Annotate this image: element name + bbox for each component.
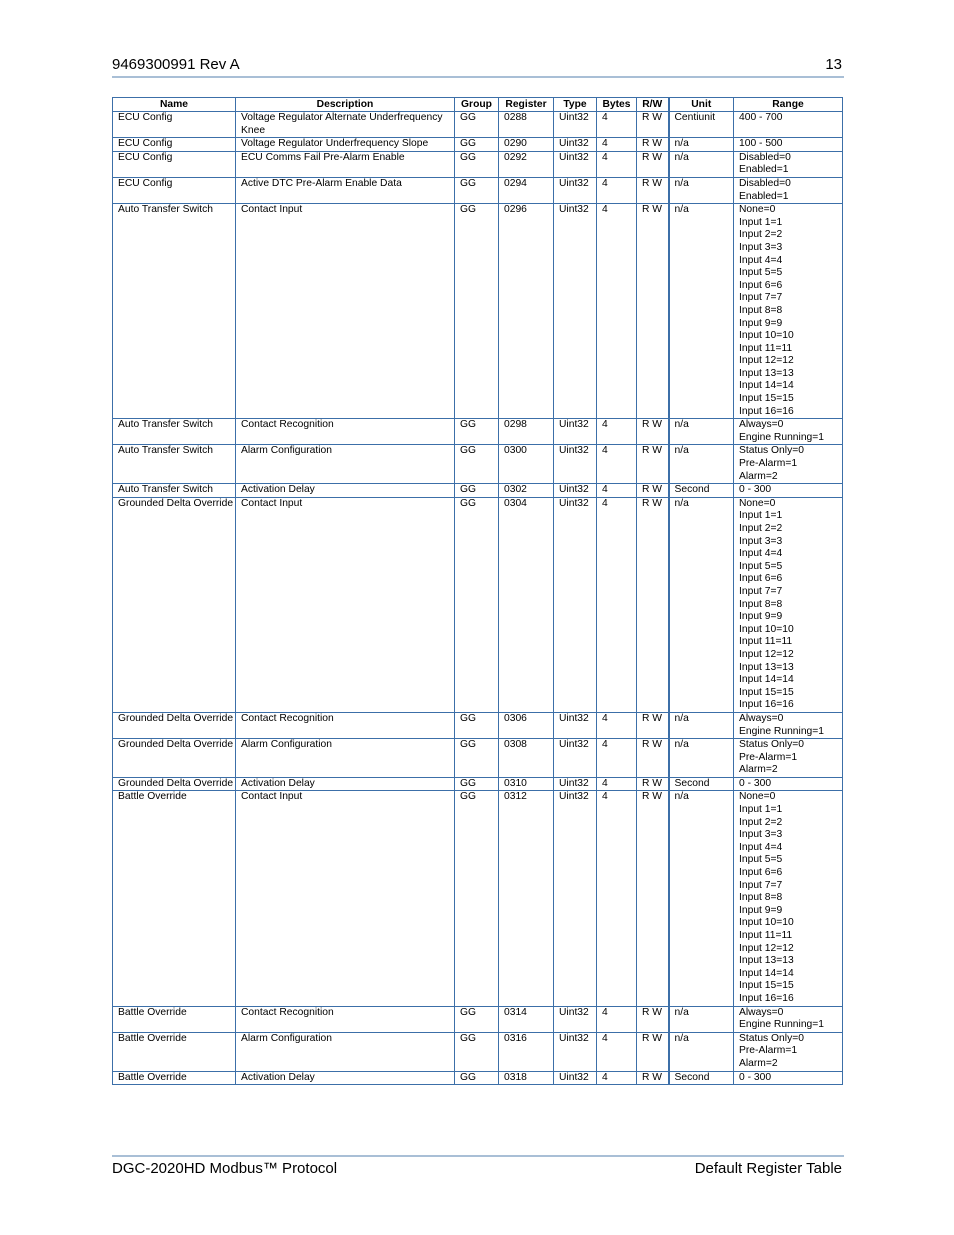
cell-register: 0310 bbox=[499, 777, 554, 791]
cell-unit: n/a bbox=[669, 177, 734, 203]
cell-type: Uint32 bbox=[554, 1032, 597, 1071]
col-header-bytes: Bytes bbox=[597, 98, 637, 112]
table-row bbox=[113, 1006, 843, 1032]
cell-bytes: 4 bbox=[597, 791, 637, 1006]
range-value: Input 3=3 bbox=[739, 829, 783, 841]
cell-unit: n/a bbox=[669, 204, 734, 419]
range-value: 0 - 300 bbox=[739, 777, 772, 789]
range-value: Disabled=0 bbox=[739, 151, 791, 163]
cell-rw: R W bbox=[637, 1006, 669, 1032]
cell-register: 0312 bbox=[499, 791, 554, 1006]
cell-type: Uint32 bbox=[554, 419, 597, 445]
cell-name: Battle Override bbox=[113, 1006, 236, 1032]
range-value: None=0 bbox=[739, 791, 776, 803]
header-rule bbox=[112, 76, 844, 78]
table-row bbox=[113, 777, 843, 791]
cell-group: GG bbox=[455, 497, 499, 712]
cell-rw: R W bbox=[637, 497, 669, 712]
cell-register: 0318 bbox=[499, 1071, 554, 1085]
cell-description: Contact Recognition bbox=[236, 1006, 455, 1032]
cell-description: Contact Input bbox=[236, 204, 455, 419]
table-row bbox=[113, 445, 843, 484]
cell-register: 0306 bbox=[499, 712, 554, 738]
cell-name: Auto Transfer Switch bbox=[113, 204, 236, 419]
cell-range bbox=[734, 1006, 843, 1032]
range-value: Input 14=14 bbox=[739, 967, 794, 979]
footer-section: Default Register Table bbox=[694, 1160, 842, 1177]
cell-rw: R W bbox=[637, 777, 669, 791]
range-value: Input 1=1 bbox=[739, 216, 783, 228]
range-value: Input 9=9 bbox=[739, 317, 783, 329]
range-value: Engine Running=1 bbox=[739, 1019, 825, 1031]
cell-unit: Centiunit bbox=[669, 112, 734, 138]
cell-description: Voltage Regulator Underfrequency Slope bbox=[236, 138, 455, 152]
col-header-description: Description bbox=[236, 98, 455, 112]
cell-description: Activation Delay bbox=[236, 777, 455, 791]
range-value: Input 4=4 bbox=[739, 841, 783, 853]
table-row bbox=[113, 204, 843, 419]
range-value: Pre-Alarm=1 bbox=[739, 751, 798, 763]
cell-range bbox=[734, 419, 843, 445]
range-value: Alarm=2 bbox=[739, 764, 778, 776]
range-value: Input 9=9 bbox=[739, 611, 783, 623]
page-header bbox=[112, 56, 842, 76]
cell-group: GG bbox=[455, 204, 499, 419]
table-row bbox=[113, 138, 843, 152]
cell-group: GG bbox=[455, 1032, 499, 1071]
cell-type: Uint32 bbox=[554, 739, 597, 778]
cell-group: GG bbox=[455, 484, 499, 498]
cell-range bbox=[734, 112, 843, 138]
cell-type: Uint32 bbox=[554, 497, 597, 712]
cell-name: Battle Override bbox=[113, 1071, 236, 1085]
range-value: Always=0 bbox=[739, 712, 784, 724]
table-body bbox=[113, 112, 843, 1085]
cell-name: ECU Config bbox=[113, 151, 236, 177]
range-value: Input 14=14 bbox=[739, 674, 794, 686]
cell-range bbox=[734, 177, 843, 203]
cell-name: Auto Transfer Switch bbox=[113, 419, 236, 445]
table-row bbox=[113, 177, 843, 203]
range-value: Input 10=10 bbox=[739, 330, 794, 342]
cell-description: ECU Comms Fail Pre-Alarm Enable bbox=[236, 151, 455, 177]
cell-unit: n/a bbox=[669, 419, 734, 445]
cell-type: Uint32 bbox=[554, 151, 597, 177]
cell-register: 0290 bbox=[499, 138, 554, 152]
cell-type: Uint32 bbox=[554, 177, 597, 203]
cell-name: ECU Config bbox=[113, 112, 236, 138]
cell-unit: n/a bbox=[669, 791, 734, 1006]
cell-group: GG bbox=[455, 791, 499, 1006]
cell-rw: R W bbox=[637, 1071, 669, 1085]
cell-rw: R W bbox=[637, 138, 669, 152]
cell-description: Contact Input bbox=[236, 497, 455, 712]
cell-description: Alarm Configuration bbox=[236, 1032, 455, 1071]
col-header-name: Name bbox=[113, 98, 236, 112]
cell-name: Grounded Delta Override bbox=[113, 497, 236, 712]
cell-type: Uint32 bbox=[554, 1006, 597, 1032]
range-value: Input 4=4 bbox=[739, 254, 783, 266]
cell-type: Uint32 bbox=[554, 712, 597, 738]
range-value: Input 5=5 bbox=[739, 560, 783, 572]
cell-group: GG bbox=[455, 1071, 499, 1085]
range-value: None=0 bbox=[739, 204, 776, 216]
range-value: Input 1=1 bbox=[739, 804, 783, 816]
cell-description: Alarm Configuration bbox=[236, 739, 455, 778]
table-header-row bbox=[113, 98, 843, 112]
range-value: Input 13=13 bbox=[739, 955, 794, 967]
cell-rw: R W bbox=[637, 204, 669, 419]
cell-group: GG bbox=[455, 177, 499, 203]
cell-range bbox=[734, 497, 843, 712]
range-value: 0 - 300 bbox=[739, 484, 772, 496]
range-value: Input 15=15 bbox=[739, 393, 794, 405]
cell-bytes: 4 bbox=[597, 151, 637, 177]
cell-description: Activation Delay bbox=[236, 484, 455, 498]
range-value: 400 - 700 bbox=[739, 112, 783, 123]
cell-register: 0292 bbox=[499, 151, 554, 177]
range-value: Input 16=16 bbox=[739, 699, 794, 711]
range-value: Disabled=0 bbox=[739, 177, 791, 189]
cell-name: ECU Config bbox=[113, 177, 236, 203]
cell-bytes: 4 bbox=[597, 739, 637, 778]
range-value: Status Only=0 bbox=[739, 739, 804, 751]
col-header-unit: Unit bbox=[669, 98, 734, 112]
cell-register: 0288 bbox=[499, 112, 554, 138]
cell-range bbox=[734, 791, 843, 1006]
cell-rw: R W bbox=[637, 151, 669, 177]
range-value: Engine Running=1 bbox=[739, 725, 825, 737]
range-value: Input 2=2 bbox=[739, 523, 783, 534]
range-value: Input 10=10 bbox=[739, 917, 794, 929]
cell-type: Uint32 bbox=[554, 484, 597, 498]
cell-type: Uint32 bbox=[554, 777, 597, 791]
cell-register: 0296 bbox=[499, 204, 554, 419]
page-footer bbox=[112, 1160, 842, 1180]
col-header-type: Type bbox=[554, 98, 597, 112]
range-value: Always=0 bbox=[739, 1006, 784, 1018]
cell-rw: R W bbox=[637, 791, 669, 1006]
cell-register: 0308 bbox=[499, 739, 554, 778]
range-value: Input 2=2 bbox=[739, 229, 783, 241]
cell-range bbox=[734, 138, 843, 152]
cell-rw: R W bbox=[637, 419, 669, 445]
range-value: Input 5=5 bbox=[739, 267, 783, 279]
range-value: Input 10=10 bbox=[739, 623, 794, 635]
range-value: Input 1=1 bbox=[739, 510, 783, 522]
cell-description: Active DTC Pre-Alarm Enable Data bbox=[236, 177, 455, 203]
cell-description: Alarm Configuration bbox=[236, 445, 455, 484]
cell-bytes: 4 bbox=[597, 112, 637, 138]
range-value: Input 16=16 bbox=[739, 405, 794, 417]
range-value: Input 6=6 bbox=[739, 279, 783, 291]
table-row bbox=[113, 1071, 843, 1085]
range-value: Input 11=11 bbox=[739, 636, 793, 648]
cell-bytes: 4 bbox=[597, 497, 637, 712]
range-value: Input 11=11 bbox=[739, 342, 793, 354]
cell-range bbox=[734, 1032, 843, 1071]
doc-number: 9469300991 Rev A bbox=[112, 56, 240, 73]
cell-unit: Second bbox=[669, 1071, 734, 1085]
cell-rw: R W bbox=[637, 445, 669, 484]
range-value: Input 5=5 bbox=[739, 854, 783, 866]
cell-description: Contact Input bbox=[236, 791, 455, 1006]
table-row bbox=[113, 484, 843, 498]
cell-type: Uint32 bbox=[554, 204, 597, 419]
range-value: Input 12=12 bbox=[739, 355, 794, 367]
cell-rw: R W bbox=[637, 712, 669, 738]
cell-bytes: 4 bbox=[597, 138, 637, 152]
col-header-range: Range bbox=[734, 98, 843, 112]
cell-range bbox=[734, 777, 843, 791]
cell-name: Grounded Delta Override bbox=[113, 777, 236, 791]
range-value: Pre-Alarm=1 bbox=[739, 1045, 798, 1057]
cell-group: GG bbox=[455, 112, 499, 138]
range-value: Input 16=16 bbox=[739, 992, 794, 1004]
range-value: Status Only=0 bbox=[739, 1032, 804, 1044]
range-value: Always=0 bbox=[739, 419, 784, 431]
cell-type: Uint32 bbox=[554, 1071, 597, 1085]
cell-bytes: 4 bbox=[597, 777, 637, 791]
cell-bytes: 4 bbox=[597, 712, 637, 738]
cell-rw: R W bbox=[637, 112, 669, 138]
cell-bytes: 4 bbox=[597, 445, 637, 484]
cell-name: Auto Transfer Switch bbox=[113, 445, 236, 484]
range-value: Alarm=2 bbox=[739, 1057, 778, 1069]
range-value: Input 8=8 bbox=[739, 304, 783, 316]
cell-name: Grounded Delta Override bbox=[113, 739, 236, 778]
cell-rw: R W bbox=[637, 177, 669, 203]
cell-range bbox=[734, 445, 843, 484]
range-value: Input 3=3 bbox=[739, 241, 783, 253]
range-value: 0 - 300 bbox=[739, 1071, 772, 1083]
cell-unit: n/a bbox=[669, 1032, 734, 1071]
footer-title: DGC-2020HD Modbus™ Protocol bbox=[112, 1160, 338, 1177]
cell-bytes: 4 bbox=[597, 204, 637, 419]
range-value: Input 13=13 bbox=[739, 367, 794, 379]
cell-group: GG bbox=[455, 1006, 499, 1032]
range-value: None=0 bbox=[739, 497, 776, 509]
page-number: 13 bbox=[825, 56, 842, 73]
cell-register: 0294 bbox=[499, 177, 554, 203]
range-value: Engine Running=1 bbox=[739, 431, 825, 443]
range-value: Input 14=14 bbox=[739, 380, 794, 392]
cell-group: GG bbox=[455, 138, 499, 152]
cell-group: GG bbox=[455, 712, 499, 738]
cell-name: Battle Override bbox=[113, 791, 236, 1006]
range-value: 100 - 500 bbox=[739, 138, 783, 150]
cell-bytes: 4 bbox=[597, 177, 637, 203]
cell-group: GG bbox=[455, 739, 499, 778]
range-value: Enabled=1 bbox=[739, 164, 789, 176]
cell-unit: n/a bbox=[669, 739, 734, 778]
range-value: Input 15=15 bbox=[739, 980, 794, 992]
cell-range bbox=[734, 739, 843, 778]
cell-bytes: 4 bbox=[597, 1071, 637, 1085]
cell-name: Auto Transfer Switch bbox=[113, 484, 236, 498]
cell-group: GG bbox=[455, 445, 499, 484]
table-row bbox=[113, 112, 843, 138]
register-table bbox=[112, 97, 843, 1085]
cell-group: GG bbox=[455, 419, 499, 445]
table-row bbox=[113, 497, 843, 712]
cell-register: 0314 bbox=[499, 1006, 554, 1032]
cell-description: Activation Delay bbox=[236, 1071, 455, 1085]
cell-type: Uint32 bbox=[554, 445, 597, 484]
range-value: Input 7=7 bbox=[739, 292, 783, 304]
cell-rw: R W bbox=[637, 739, 669, 778]
cell-bytes: 4 bbox=[597, 1006, 637, 1032]
cell-register: 0304 bbox=[499, 497, 554, 712]
cell-description: Contact Recognition bbox=[236, 419, 455, 445]
cell-unit: n/a bbox=[669, 138, 734, 152]
cell-unit: n/a bbox=[669, 151, 734, 177]
cell-bytes: 4 bbox=[597, 419, 637, 445]
range-value: Input 3=3 bbox=[739, 535, 783, 547]
range-value: Input 7=7 bbox=[739, 879, 783, 891]
col-header-register: Register bbox=[499, 98, 554, 112]
range-value: Input 9=9 bbox=[739, 904, 783, 916]
cell-name: Battle Override bbox=[113, 1032, 236, 1071]
range-value: Input 4=4 bbox=[739, 548, 783, 560]
table-row bbox=[113, 712, 843, 738]
cell-bytes: 4 bbox=[597, 484, 637, 498]
cell-group: GG bbox=[455, 151, 499, 177]
range-value: Input 8=8 bbox=[739, 598, 783, 610]
table-row bbox=[113, 419, 843, 445]
cell-register: 0298 bbox=[499, 419, 554, 445]
cell-unit: n/a bbox=[669, 497, 734, 712]
table-row bbox=[113, 1032, 843, 1071]
cell-description: Contact Recognition bbox=[236, 712, 455, 738]
range-value: Status Only=0 bbox=[739, 445, 804, 457]
cell-name: ECU Config bbox=[113, 138, 236, 152]
range-value: Input 15=15 bbox=[739, 686, 794, 698]
range-value: Input 11=11 bbox=[739, 930, 793, 941]
cell-register: 0302 bbox=[499, 484, 554, 498]
col-header-rw: R/W bbox=[637, 98, 669, 112]
cell-unit: n/a bbox=[669, 445, 734, 484]
cell-bytes: 4 bbox=[597, 1032, 637, 1071]
range-value: Alarm=2 bbox=[739, 470, 778, 482]
cell-range bbox=[734, 1071, 843, 1085]
cell-unit: Second bbox=[669, 777, 734, 791]
range-value: Input 2=2 bbox=[739, 816, 783, 828]
cell-unit: n/a bbox=[669, 712, 734, 738]
range-value: Input 12=12 bbox=[739, 648, 794, 660]
range-value: Input 7=7 bbox=[739, 585, 783, 597]
table-row bbox=[113, 151, 843, 177]
cell-description: Voltage Regulator Alternate Underfrequency Knee bbox=[236, 112, 455, 138]
cell-type: Uint32 bbox=[554, 791, 597, 1006]
footer-rule bbox=[112, 1155, 844, 1157]
col-header-group: Group bbox=[455, 98, 499, 112]
cell-type: Uint32 bbox=[554, 138, 597, 152]
cell-unit: Second bbox=[669, 484, 734, 498]
cell-rw: R W bbox=[637, 484, 669, 498]
cell-unit: n/a bbox=[669, 1006, 734, 1032]
cell-rw: R W bbox=[637, 1032, 669, 1071]
table-row bbox=[113, 791, 843, 1006]
range-value: Enabled=1 bbox=[739, 190, 789, 202]
cell-type: Uint32 bbox=[554, 112, 597, 138]
cell-range bbox=[734, 712, 843, 738]
cell-register: 0316 bbox=[499, 1032, 554, 1071]
cell-range bbox=[734, 484, 843, 498]
cell-range bbox=[734, 204, 843, 419]
range-value: Pre-Alarm=1 bbox=[739, 458, 798, 470]
cell-register: 0300 bbox=[499, 445, 554, 484]
range-value: Input 13=13 bbox=[739, 661, 794, 673]
range-value: Input 12=12 bbox=[739, 942, 794, 954]
cell-group: GG bbox=[455, 777, 499, 791]
table-row bbox=[113, 739, 843, 778]
range-value: Input 6=6 bbox=[739, 867, 783, 879]
cell-name: Grounded Delta Override bbox=[113, 712, 236, 738]
range-value: Input 6=6 bbox=[739, 573, 783, 585]
range-value: Input 8=8 bbox=[739, 892, 783, 904]
cell-range bbox=[734, 151, 843, 177]
